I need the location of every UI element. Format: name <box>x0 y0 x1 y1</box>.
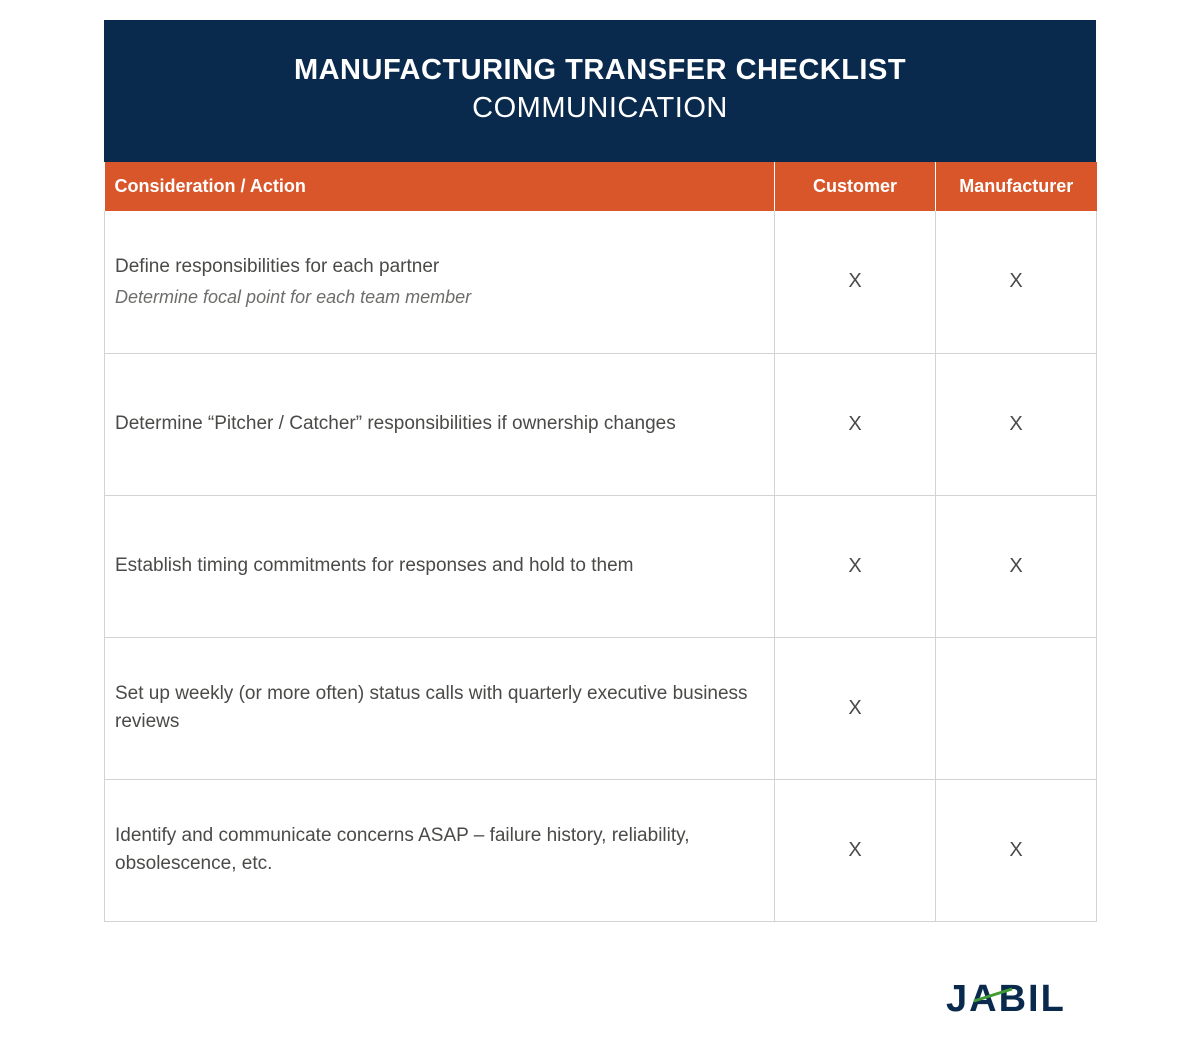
row-action-text: Establish timing commitments for responses and hold to them <box>115 555 634 577</box>
row-action-note: Determine focal point for each team member <box>115 287 472 308</box>
row-manufacturer-mark: X <box>936 495 1097 637</box>
table-row <box>105 211 1097 353</box>
row-action-cell <box>105 211 775 353</box>
column-header-action: Consideration / Action <box>105 162 775 211</box>
table-row <box>105 779 1097 921</box>
column-header-manufacturer: Manufacturer <box>936 162 1097 211</box>
row-customer-mark: X <box>775 353 936 495</box>
row-manufacturer-mark: X <box>936 353 1097 495</box>
row-customer-mark: X <box>775 211 936 353</box>
row-action-cell <box>105 495 775 637</box>
row-action-text: Define responsibilities for each partner <box>115 255 440 277</box>
row-customer-mark: X <box>775 637 936 779</box>
jabil-logo-icon <box>946 979 1096 1021</box>
checklist-table <box>104 162 1097 922</box>
page-subtitle: COMMUNICATION <box>472 92 728 125</box>
table-header <box>105 162 1097 211</box>
table-row <box>105 495 1097 637</box>
row-action-text: Set up weekly (or more often) status calls with quarterly executive business reviews <box>115 683 748 732</box>
header-banner <box>104 20 1096 162</box>
checklist-page <box>104 20 1096 922</box>
row-manufacturer-mark <box>936 637 1097 779</box>
page-title: MANUFACTURING TRANSFER CHECKLIST <box>293 54 907 86</box>
column-header-customer: Customer <box>775 162 936 211</box>
row-action-cell <box>105 637 775 779</box>
table-header-row <box>105 162 1097 211</box>
jabil-logo <box>946 979 1096 1021</box>
table-body <box>105 211 1097 921</box>
table-row <box>105 353 1097 495</box>
row-manufacturer-mark: X <box>936 779 1097 921</box>
row-action-cell <box>105 779 775 921</box>
row-customer-mark: X <box>775 779 936 921</box>
svg-text:JABIL: JABIL <box>946 979 1066 1020</box>
table-row <box>105 637 1097 779</box>
row-action-cell <box>105 353 775 495</box>
row-action-text: Identify and communicate concerns ASAP – failure history, reliability, obsolescence, etc. <box>115 825 690 874</box>
row-customer-mark: X <box>775 495 936 637</box>
row-manufacturer-mark: X <box>936 211 1097 353</box>
row-action-text: Determine “Pitcher / Catcher” responsibilities if ownership changes <box>115 413 676 435</box>
